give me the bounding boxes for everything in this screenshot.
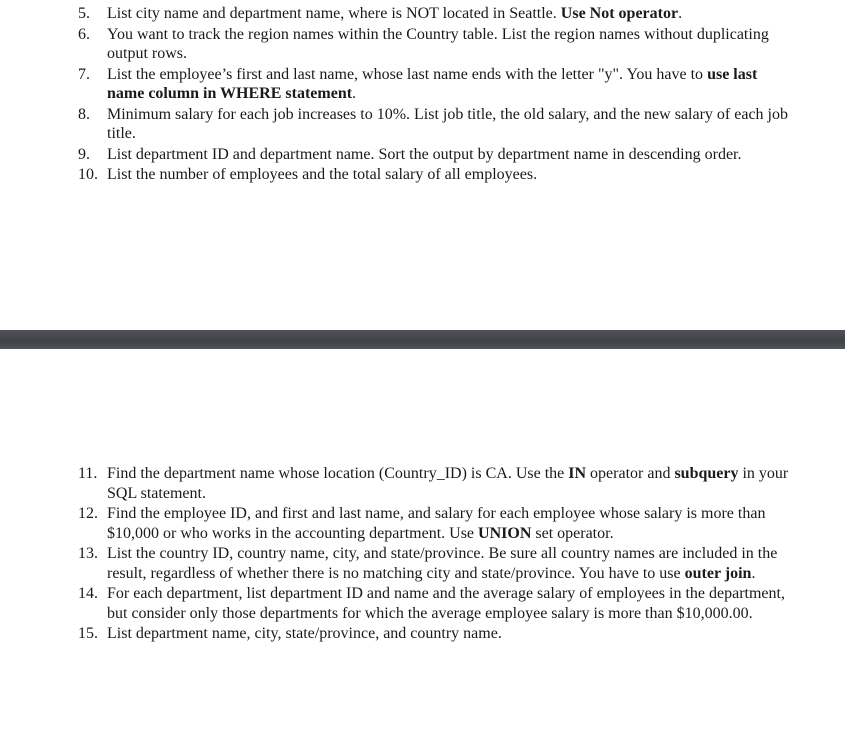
question-item-5 <box>78 4 798 24</box>
question-text: List the employee’s first and last name, whose last name ends with the letter "y". You have to <box>107 65 708 83</box>
question-bold-text: UNION <box>478 524 532 542</box>
question-list-part2 <box>78 464 798 645</box>
question-text: For each department, list department ID and name and the average salary of employees in the department, but consider only those departments for which the average employee salary is more than $10,000.00. <box>107 585 785 622</box>
question-text: List department ID and department name. Sort the output by department name in descending order. <box>107 145 742 163</box>
question-text: List the country ID, country name, city, and state/province. Be sure all country names are included in the result, regardless of whether there is no matching city and state/province. You have to use <box>107 545 778 582</box>
question-item-11 <box>78 464 798 503</box>
question-text: . <box>352 85 357 102</box>
question-number: 12. <box>78 505 98 522</box>
question-text: List city name and department name, where is NOT located in Seattle. <box>107 5 561 22</box>
question-item-9 <box>78 145 798 165</box>
question-bold-text: use last name column in WHERE statement <box>107 65 758 102</box>
question-text: Find the employee ID, and first and last name, and salary for each employee whose salary is more than $10,000 or who works in the accounting department. Use <box>107 505 766 542</box>
question-number: 5. <box>78 5 90 22</box>
question-number: 11. <box>78 465 98 482</box>
question-text: operator and <box>586 465 675 482</box>
question-text: in your SQL statement. <box>107 465 789 502</box>
question-item-15 <box>78 624 798 644</box>
document-page-top <box>0 0 845 330</box>
question-item-8 <box>78 105 798 144</box>
question-text: . <box>751 564 756 582</box>
question-text: Find the department name whose location (Country_ID) is CA. Use the <box>107 465 569 482</box>
question-item-12 <box>78 504 798 543</box>
question-number: 14. <box>78 585 98 602</box>
question-item-6 <box>78 25 798 64</box>
question-bold-text: IN <box>568 465 587 482</box>
question-number: 10. <box>78 166 98 183</box>
question-item-14 <box>78 584 798 623</box>
question-bold-text: outer join <box>684 564 752 582</box>
question-bold-text: subquery <box>674 465 739 482</box>
question-bold-text: Use Not operator <box>560 5 679 22</box>
question-number: 6. <box>78 25 90 43</box>
question-list-part1 <box>78 4 798 186</box>
question-item-7 <box>78 65 798 104</box>
question-text: set operator. <box>531 524 614 542</box>
question-number: 15. <box>78 625 98 642</box>
question-text: Minimum salary for each job increases to 10%. List job title, the old salary, and the new salary of each job title. <box>107 105 788 142</box>
question-number: 7. <box>78 65 90 83</box>
page-break-divider <box>0 330 845 349</box>
question-text: . <box>678 5 683 22</box>
question-text: List department name, city, state/province, and country name. <box>107 625 502 642</box>
question-text: List the number of employees and the total salary of all employees. <box>107 166 538 183</box>
question-number: 8. <box>78 105 90 123</box>
question-number: 13. <box>78 545 98 562</box>
question-item-13 <box>78 544 798 583</box>
question-number: 9. <box>78 145 90 163</box>
question-item-10 <box>78 165 798 185</box>
question-text: You want to track the region names within the Country table. List the region names without duplicating output rows. <box>107 25 769 62</box>
